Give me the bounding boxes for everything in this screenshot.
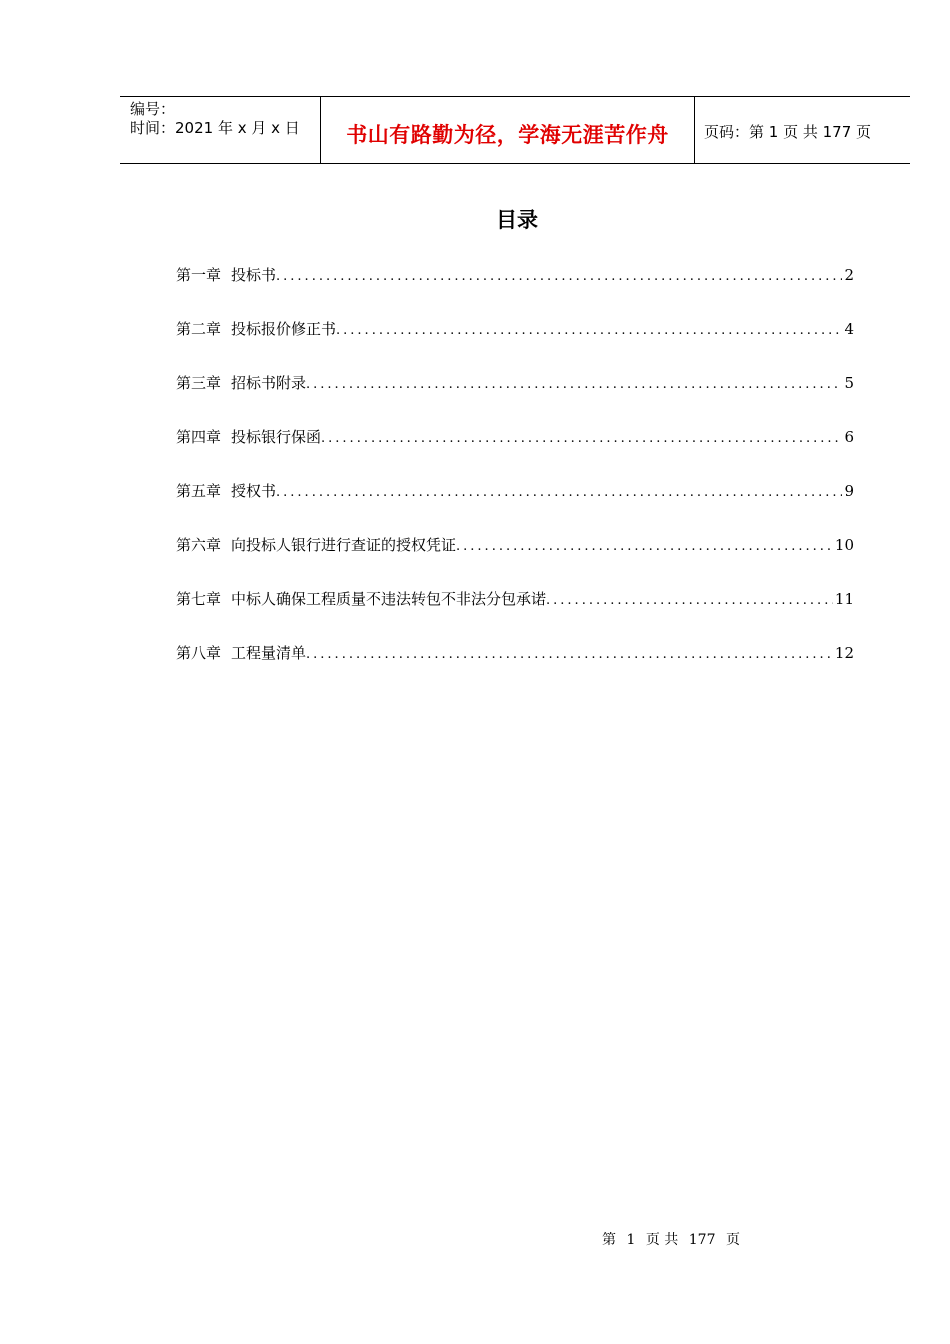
footer-total-pages: 177	[688, 1232, 716, 1248]
toc-chapter-number: 第七章	[176, 590, 222, 608]
toc-chapter-title: 授权书	[231, 482, 277, 500]
toc-chapter-title: 工程量清单	[231, 644, 307, 662]
toc-page-number: 6	[844, 428, 854, 446]
toc-entry[interactable]	[176, 642, 854, 696]
toc-leader-dots	[276, 485, 842, 500]
toc-chapter-title: 向投标人银行进行查证的授权凭证	[231, 536, 457, 554]
toc-page-number: 5	[844, 374, 854, 392]
toc-chapter-number: 第六章	[176, 536, 222, 554]
toc-page-number: 12	[834, 644, 854, 662]
toc-entry[interactable]	[176, 264, 854, 318]
toc-chapter-title: 招标书附录	[231, 374, 307, 392]
document-number-label: 编号：	[130, 100, 176, 118]
toc-chapter-number: 第三章	[176, 374, 222, 392]
toc-chapter-number: 第四章	[176, 428, 222, 446]
toc-page-number: 11	[834, 590, 854, 608]
document-header	[120, 96, 910, 164]
toc-chapter-title: 投标书	[231, 266, 277, 284]
toc-chapter-number: 第一章	[176, 266, 222, 284]
toc-entry[interactable]	[176, 318, 854, 372]
toc-entry[interactable]	[176, 534, 854, 588]
toc-entry[interactable]	[176, 480, 854, 534]
toc-leader-dots	[456, 539, 833, 554]
table-of-contents	[176, 264, 854, 696]
toc-entry[interactable]	[176, 372, 854, 426]
document-time-label: 时间：2021 年 x 月 x 日	[130, 119, 300, 137]
toc-page-number: 4	[844, 320, 854, 338]
footer-suffix: 页	[725, 1232, 740, 1248]
toc-leader-dots	[546, 593, 833, 608]
header-motto-cell	[321, 97, 695, 163]
page-code-label: 页码：第 1 页 共 177 页	[704, 123, 872, 141]
toc-leader-dots	[321, 431, 842, 446]
footer-prefix: 第	[602, 1232, 617, 1248]
toc-leader-dots	[276, 269, 842, 284]
motto-text: 书山有路勤为径，学海无涯苦作舟	[346, 123, 669, 147]
header-info-cell	[120, 97, 321, 163]
toc-chapter-title: 中标人确保工程质量不违法转包不非法分包承诺	[231, 590, 547, 608]
header-page-cell	[695, 97, 910, 163]
toc-page-number: 9	[844, 482, 854, 500]
footer-middle: 页 共	[645, 1232, 679, 1248]
footer-current-page: 1	[626, 1232, 636, 1248]
toc-leader-dots	[306, 377, 842, 392]
toc-leader-dots	[306, 647, 833, 662]
toc-title: 目录	[496, 207, 538, 232]
page-footer	[0, 1229, 950, 1249]
toc-leader-dots	[336, 323, 842, 338]
toc-chapter-title: 投标报价修正书	[231, 320, 337, 338]
toc-page-number: 2	[844, 266, 854, 284]
toc-chapter-number: 第八章	[176, 644, 222, 662]
toc-chapter-number: 第二章	[176, 320, 222, 338]
toc-chapter-number: 第五章	[176, 482, 222, 500]
toc-entry[interactable]	[176, 426, 854, 480]
toc-chapter-title: 投标银行保函	[231, 428, 322, 446]
toc-entry[interactable]	[176, 588, 854, 642]
toc-page-number: 10	[834, 536, 854, 554]
